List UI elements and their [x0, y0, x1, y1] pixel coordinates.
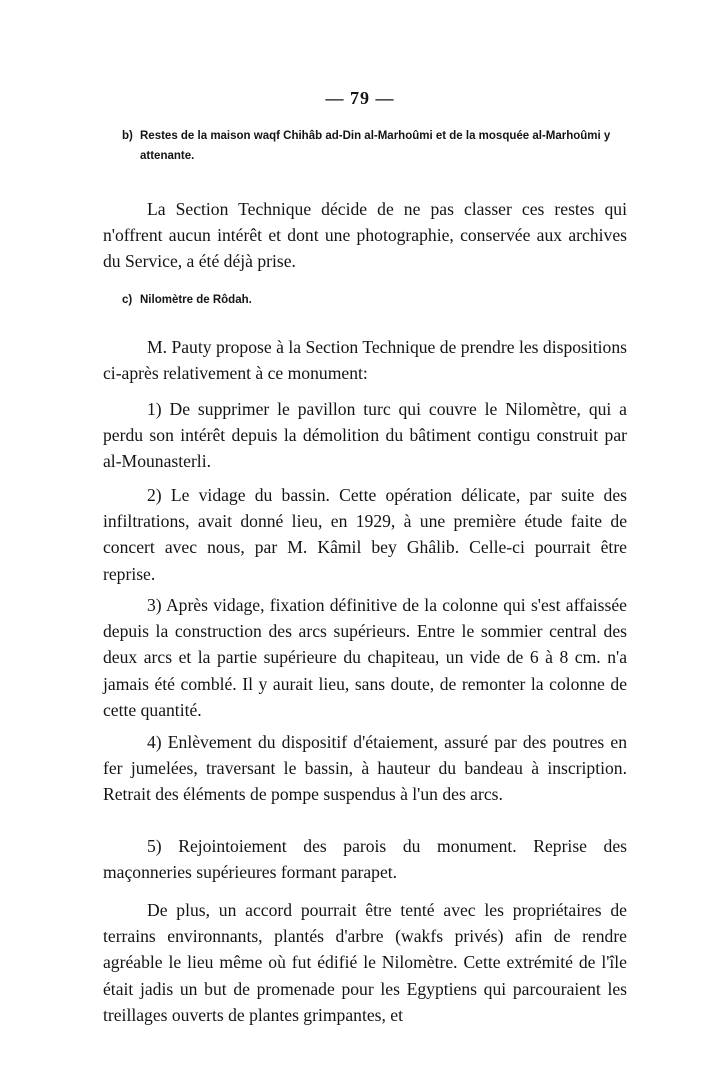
list-item-5: 5) Rejointoiement des parois du monument. Reprise des maçonneries supérieures formant parapet. — [103, 836, 627, 883]
paragraph-proposal: M. Pauty propose à la Section Technique de prendre les dispositions ci-après relativement à ce monument: — [103, 337, 627, 384]
list-item-2: 2) Le vidage du bassin. Cette opération délicate, par suite des infiltrations, avait donné lieu, en 1929, à une première étude faite de concert avec nous, par M. Kâmil bey Ghâlib. Celle-ci pourrait être reprise. — [103, 485, 627, 584]
page-number: — 79 — — [325, 88, 395, 108]
section-b-letter: b) — [122, 130, 133, 142]
list-item-1: 1) De supprimer le pavillon turc qui couvre le Nilomètre, qui a perdu son intérêt depuis la démolition du bâtiment contigu construit par al-Mounasterli. — [103, 399, 627, 472]
section-c-letter: c) — [122, 294, 133, 306]
list-item-3: 3) Après vidage, fixation définitive de la colonne qui s'est affaissée depuis la construction des arcs supérieurs. Entre le sommier central des deux arcs et la partie supérieure du chapiteau, un vide de 6 à 8 cm. n'a jamais été comblé. Il y aurait lieu, sans doute, de remonter la colonne de cette quantité. — [103, 595, 627, 720]
section-b-title: Restes de la maison waqf Chihâb ad-Din al-Marhoûmi et de la mosquée al-Marhoûmi y attenante. — [140, 130, 611, 162]
paragraph-decision: La Section Technique décide de ne pas classer ces restes qui n'offrent aucun intérêt et dont une photographie, conservée aux archives du Service, a été déjà prise. — [103, 199, 627, 272]
section-b-heading — [122, 126, 650, 166]
paragraph-accord: De plus, un accord pourrait être tenté avec les propriétaires de terrains environnants, plantés d'arbre (wakfs privés) afin de rendre agréable le lieu même où fut édifié le Nilomètre. Cette extrémité de l'île était jadis un but de promenade pour les Egyptiens qui parcouraient les treillages ouverts de plantes grimpantes, et — [103, 900, 627, 1025]
list-item-4: 4) Enlèvement du dispositif d'étaiement, assuré par des poutres en fer jumelées, traversant le bassin, à hauteur du bandeau à inscription. Retrait des éléments de pompe suspendus à l'un des arcs. — [103, 732, 627, 805]
section-c-title: Nilomètre de Rôdah. — [140, 294, 252, 306]
section-c-heading — [122, 290, 650, 310]
